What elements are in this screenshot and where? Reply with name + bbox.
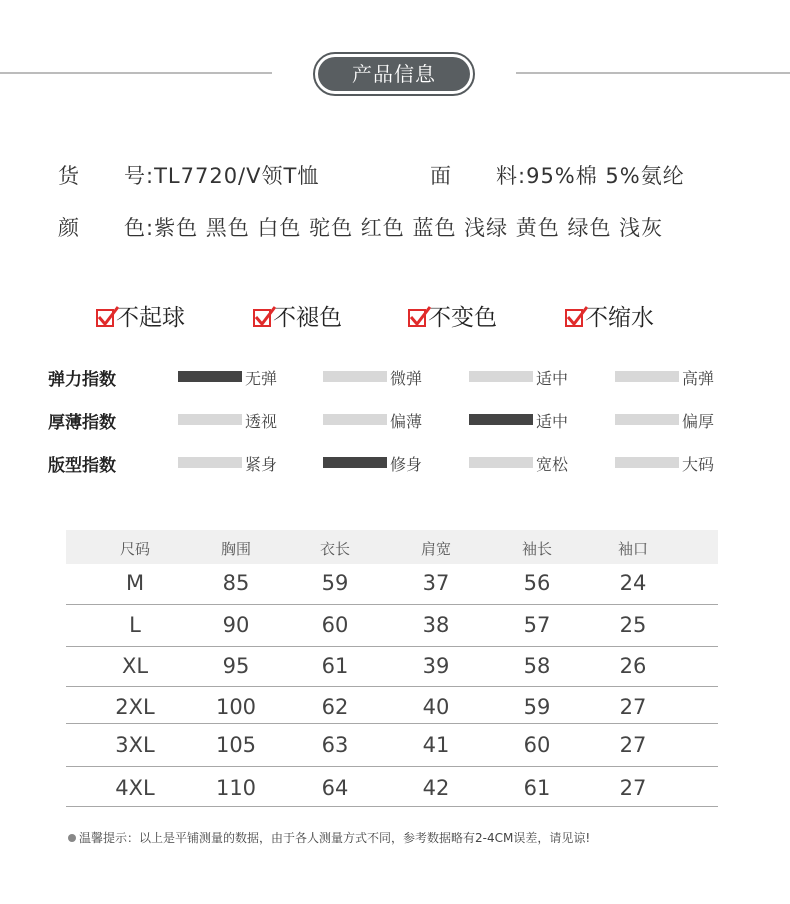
index-bar-selected: [469, 414, 533, 425]
size-table-header: 袖长: [521, 540, 552, 558]
index-bar: [615, 457, 679, 468]
checkbox-checked-icon: [565, 309, 583, 327]
size-table-row-divider: [66, 766, 718, 767]
size-table-cell: 39: [422, 654, 450, 678]
size-table-cell: 64: [321, 776, 349, 800]
feature-item: [96, 299, 185, 332]
size-table-cell: 26: [619, 654, 647, 678]
checkbox-checked-icon: [408, 309, 426, 327]
title-divider-right: [516, 72, 790, 74]
colors-value: 紫色 黑色 白色 驼色 红色 蓝色 浅绿 黄色 绿色 浅灰: [154, 216, 664, 240]
index-bar: [178, 414, 242, 425]
index-bar: [469, 371, 533, 382]
size-table-header: 袖口: [617, 540, 648, 558]
size-table-cell: 85: [222, 571, 250, 595]
item-number: [58, 160, 319, 190]
index-bar: [615, 414, 679, 425]
measurement-note-text: 温馨提示：以上是平铺测量的数据，由于各人测量方式不同，参考数据略有2-4CM误差，请见谅!: [79, 831, 591, 845]
index-bar-selected: [178, 371, 242, 382]
checkbox-checked-icon: [96, 309, 114, 327]
fabric-value: 95%棉 5%氨纶: [526, 164, 685, 188]
index-option-label: 适中: [536, 412, 569, 431]
size-table-cell: 3XL: [115, 733, 155, 757]
size-table-cell: 59: [523, 695, 551, 719]
size-table-cell: L: [129, 613, 141, 637]
size-table-cell: 27: [619, 695, 647, 719]
bullet-icon: [68, 834, 76, 842]
index-option-label: 修身: [390, 455, 423, 474]
feature-label: 不缩水: [585, 305, 654, 331]
colors-label: 颜 色:: [58, 216, 155, 240]
size-table-row-divider: [66, 686, 718, 687]
index-bar: [323, 414, 387, 425]
size-table-cell: 95: [222, 654, 250, 678]
size-table-row-divider: [66, 806, 718, 807]
fabric: [430, 160, 685, 190]
size-table-cell: 57: [523, 613, 551, 637]
size-table-cell: 40: [422, 695, 450, 719]
size-table-cell: 42: [422, 776, 450, 800]
size-table-cell: XL: [121, 654, 149, 678]
index-label: 弹力指数: [48, 370, 116, 390]
size-table-cell: 27: [619, 733, 647, 757]
size-table-cell: 37: [422, 571, 450, 595]
size-table-cell: M: [125, 571, 145, 595]
size-table-header: 衣长: [319, 540, 350, 558]
index-option-label: 偏厚: [682, 412, 715, 431]
size-table-cell: 61: [321, 654, 349, 678]
fabric-label: 面 料:: [430, 164, 527, 188]
index-option-label: 无弹: [245, 369, 278, 388]
feature-item: [408, 299, 497, 332]
size-table-cell: 27: [619, 776, 647, 800]
size-table-cell: 59: [321, 571, 349, 595]
size-table-cell: 38: [422, 613, 450, 637]
size-table-cell: 60: [523, 733, 551, 757]
feature-label: 不褪色: [273, 305, 342, 331]
index-label: 版型指数: [48, 456, 116, 476]
feature-label: 不变色: [428, 305, 497, 331]
index-option-label: 偏薄: [390, 412, 423, 431]
index-bar: [178, 457, 242, 468]
index-label: 厚薄指数: [48, 413, 116, 433]
checkbox-checked-icon: [253, 309, 271, 327]
colors: [58, 212, 663, 242]
index-option-label: 微弹: [390, 369, 423, 388]
size-table-cell: 90: [222, 613, 250, 637]
index-option-label: 紧身: [245, 455, 278, 474]
index-option-label: 宽松: [536, 455, 569, 474]
index-bar: [615, 371, 679, 382]
index-bar: [323, 371, 387, 382]
size-table-header: 肩宽: [420, 540, 451, 558]
size-table-cell: 105: [215, 733, 257, 757]
size-table-cell: 4XL: [115, 776, 155, 800]
size-table-cell: 62: [321, 695, 349, 719]
index-option-label: 透视: [245, 412, 278, 431]
size-table-cell: 60: [321, 613, 349, 637]
size-table-cell: 110: [215, 776, 257, 800]
feature-item: [253, 299, 342, 332]
title-divider-left: [0, 72, 272, 74]
index-option-label: 高弹: [682, 369, 715, 388]
item-number-label: 货 号:: [58, 164, 155, 188]
size-table-cell: 58: [523, 654, 551, 678]
section-title: 产品信息: [318, 57, 470, 91]
size-table-cell: 100: [215, 695, 257, 719]
feature-item: [565, 299, 654, 332]
index-bar: [469, 457, 533, 468]
size-table-header: 尺码: [119, 540, 150, 558]
size-table-cell: 2XL: [115, 695, 155, 719]
size-table-cell: 24: [619, 571, 647, 595]
index-option-label: 适中: [536, 369, 569, 388]
size-table-cell: 61: [523, 776, 551, 800]
item-number-value: TL7720/V领T恤: [154, 164, 320, 188]
size-table-row-divider: [66, 604, 718, 605]
size-table-cell: 25: [619, 613, 647, 637]
size-table-cell: 41: [422, 733, 450, 757]
size-table-header: 胸围: [220, 540, 251, 558]
size-table-cell: 63: [321, 733, 349, 757]
feature-label: 不起球: [116, 305, 185, 331]
index-bar-selected: [323, 457, 387, 468]
size-table-row-divider: [66, 646, 718, 647]
size-table-cell: 56: [523, 571, 551, 595]
index-option-label: 大码: [682, 455, 715, 474]
size-table-row-divider: [66, 723, 718, 724]
section-title-badge: [313, 52, 475, 96]
measurement-note: [68, 829, 590, 846]
